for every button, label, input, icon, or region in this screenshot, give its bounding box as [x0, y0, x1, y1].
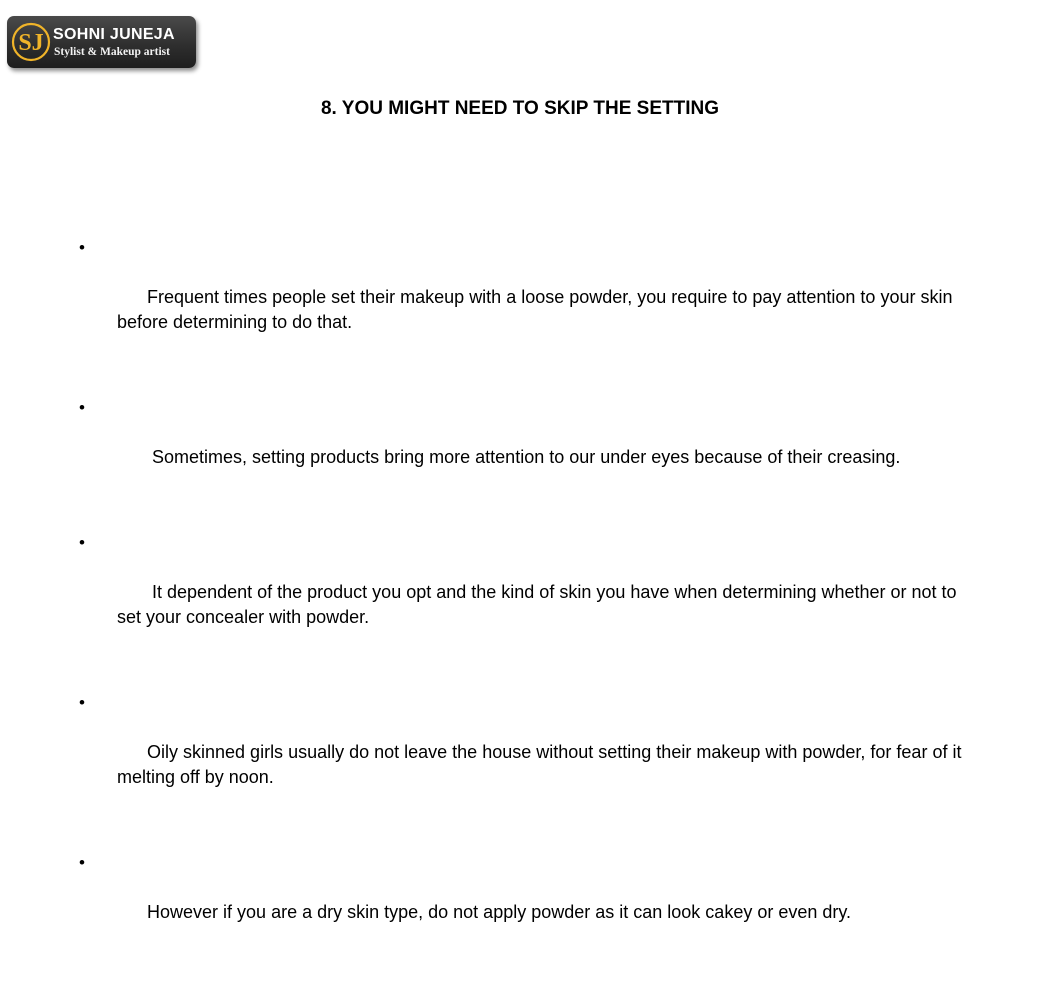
brand-name: SOHNI JUNEJA: [53, 26, 175, 43]
bullet-item: [0, 235, 1024, 360]
logo-monogram: SJ: [18, 30, 44, 56]
bullet-marker: •: [79, 533, 85, 552]
bullet-marker: •: [79, 398, 85, 417]
brand-logo: [7, 16, 196, 68]
bullet-marker: •: [79, 238, 85, 257]
bullet-marker: •: [79, 693, 85, 712]
bullet-text: However if you are a dry skin type, do not apply powder as it can look cakey or even dry.: [147, 902, 852, 922]
brand-tagline: Stylist & Makeup artist: [54, 46, 170, 58]
bullet-text: Sometimes, setting products bring more attention to our under eyes because of their creasing.: [147, 447, 901, 467]
bullet-item: [0, 690, 1024, 815]
slide-title: 8. YOU MIGHT NEED TO SKIP THE SETTING: [320, 98, 719, 119]
bullet-text: It dependent of the product you opt and the kind of skin you have when determining whether or not to set your concealer with powder.: [117, 582, 962, 627]
bullet-text: Frequent times people set their makeup with a loose powder, you require to pay attention to your skin before determining to do that.: [117, 287, 958, 332]
bullet-item: [0, 530, 1024, 655]
bullet-item: [0, 395, 1024, 495]
sj-monogram-icon: [12, 20, 50, 64]
bullet-text: Oily skinned girls usually do not leave the house without setting their makeup with powder, for fear of it melting off by noon.: [117, 742, 967, 787]
bullet-marker: •: [79, 853, 85, 872]
bullet-list: [0, 235, 1024, 985]
bullet-item: [0, 850, 1024, 950]
